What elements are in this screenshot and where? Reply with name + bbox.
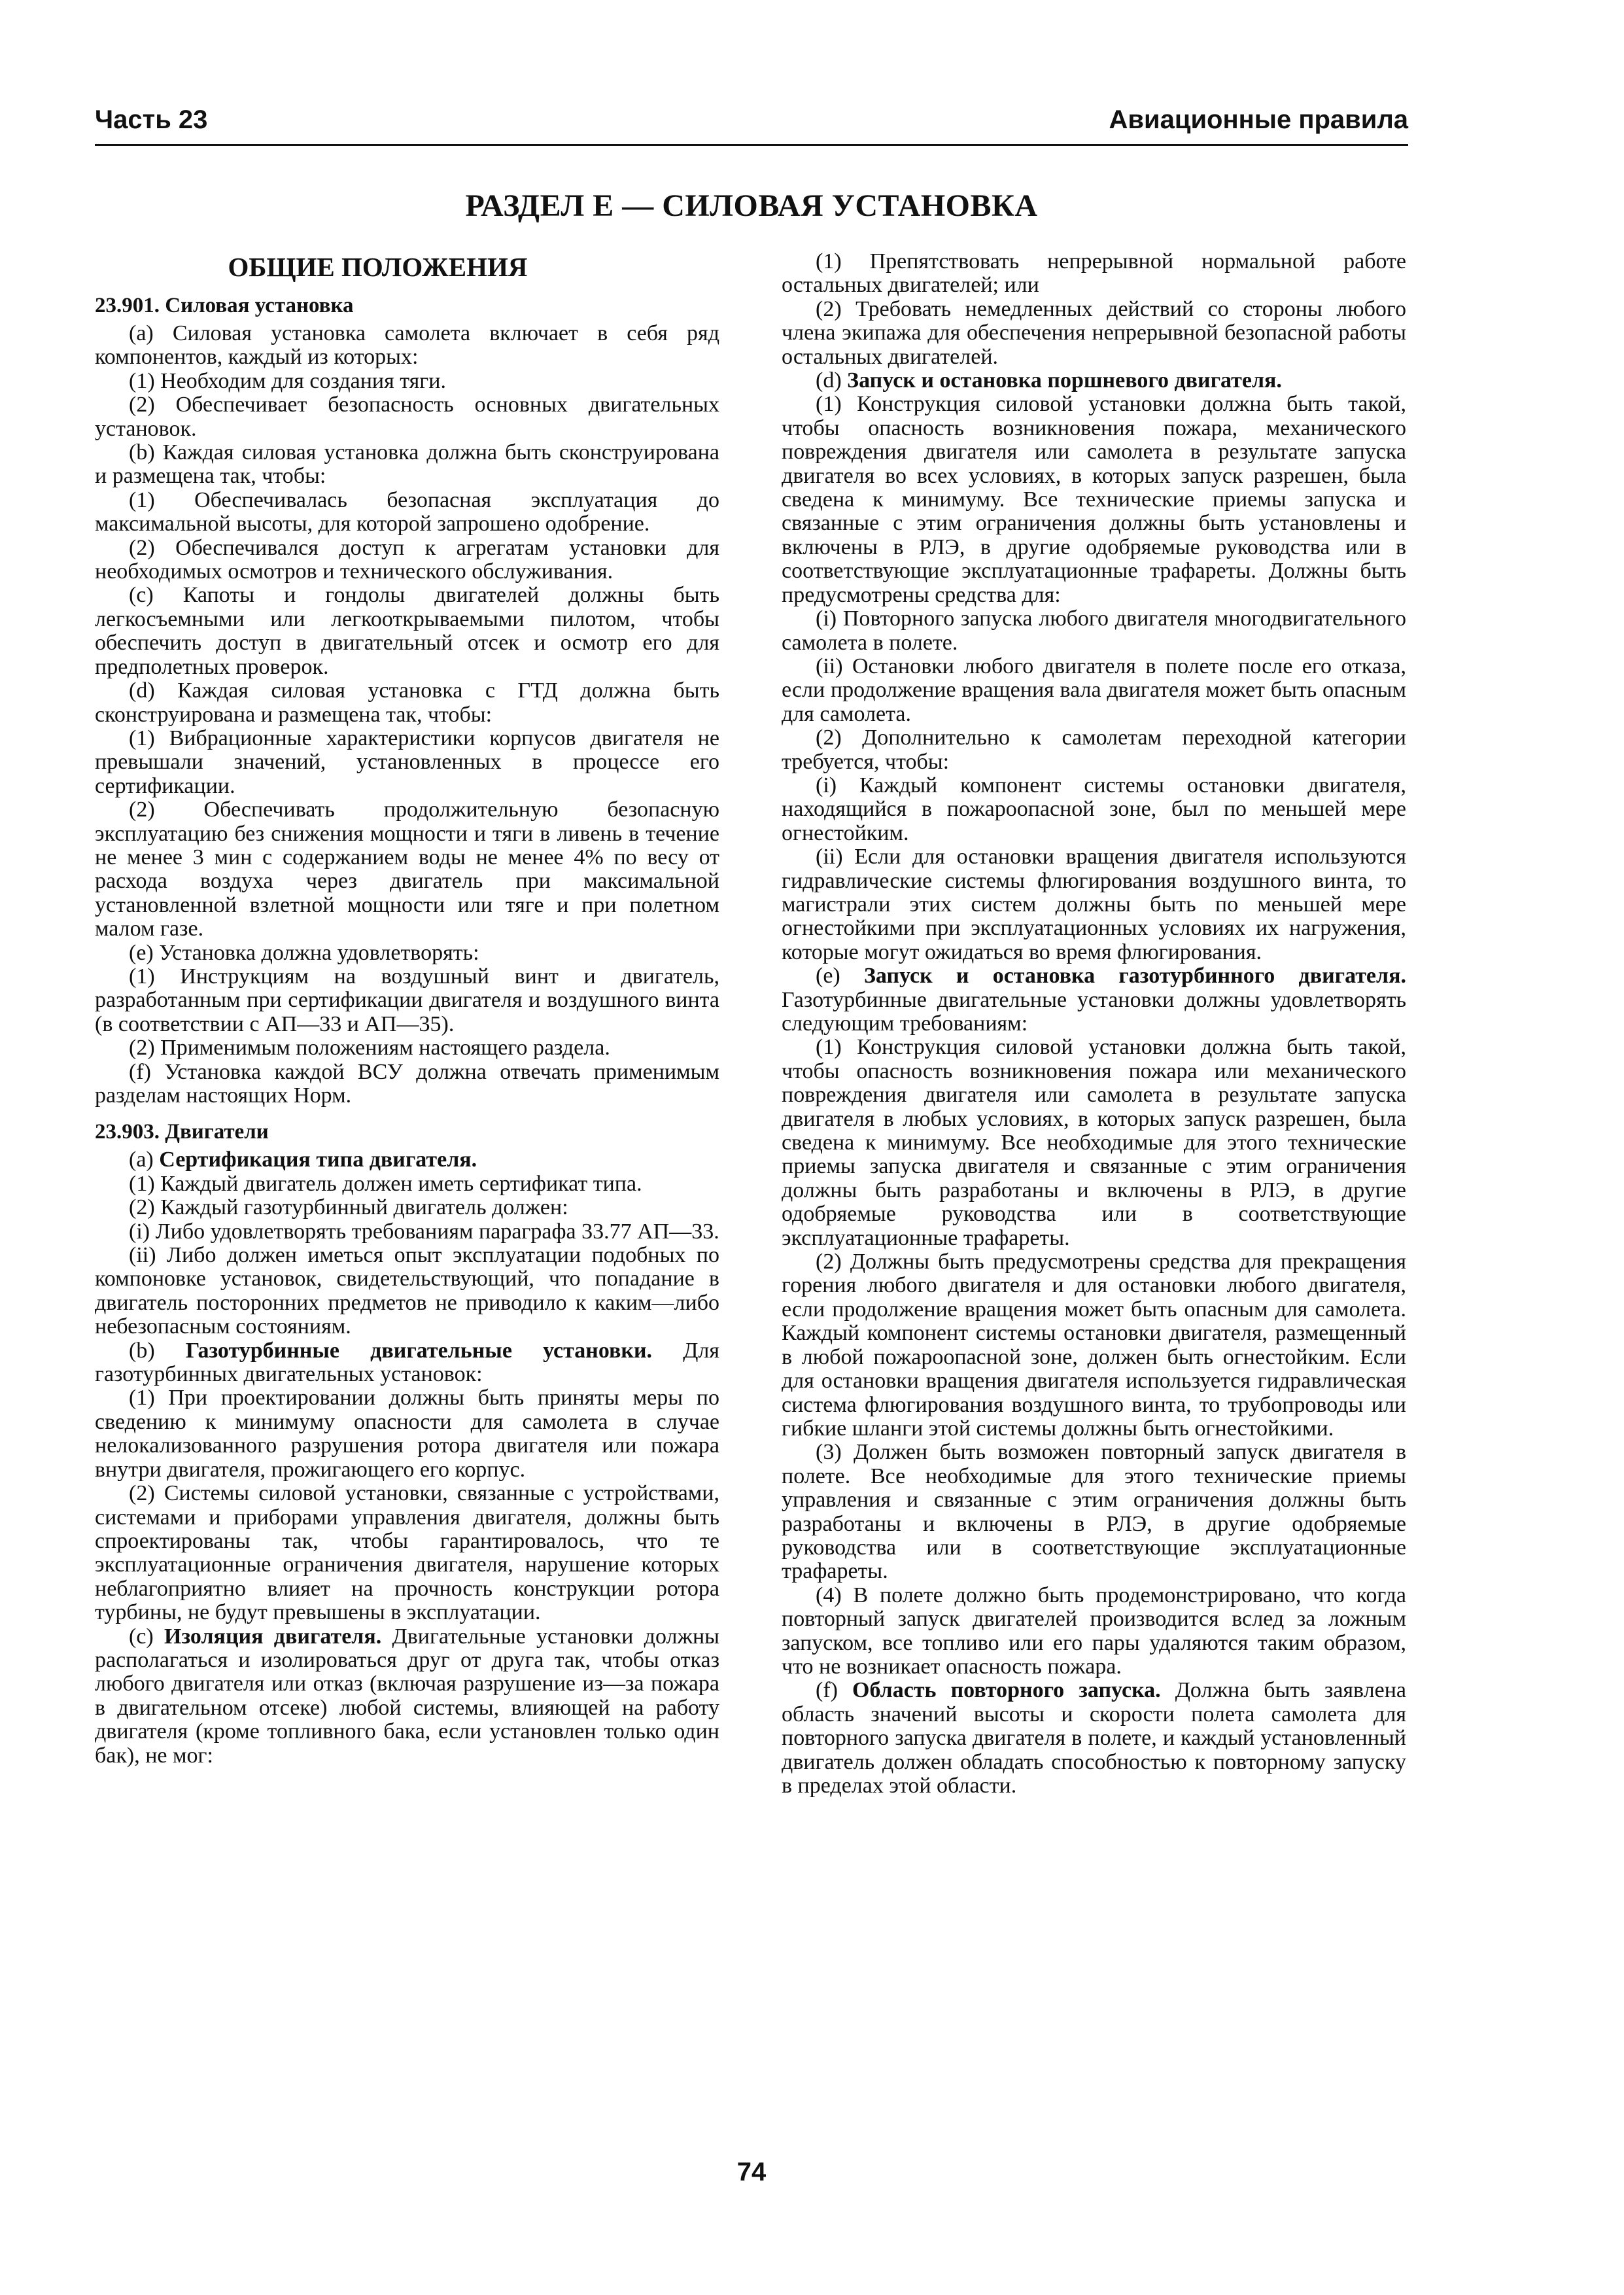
paragraph: (2) Каждый газотурбинный двигатель должен: <box>129 1195 568 1220</box>
item-label: (d) <box>816 368 848 393</box>
paragraph: (2) Системы силовой установки, связанные с устройствами, системами и приборами управления двигателя, должны быть спроектированы так, чтобы гарантировалось, что те эксплуатационные ограничения двигателя, нарушение которых неблагоприятно влияет на прочность конструкции ротора турбины, не будут превышены в эксплуатации. <box>95 1481 719 1625</box>
paragraph: (1) Необходим для создания тяги. <box>129 368 446 393</box>
paragraph: (а) Силовая установка самолета включает в себя ряд компонентов, каждый из которых: <box>95 321 719 370</box>
paragraph: (1) Конструкция силовой установки должна быть такой, чтобы опасность возникновения пожара или механического повреждения двигателя или самолета в результате запуска двигателя в любых условиях, в которых запуск разрешен, была сведена к минимуму. Все необходимые для этого технические приемы запуска двигателя и связанные с этим ограничения должны быть разработаны и включены в РЛЭ, в другие одобряемые руководства или в соответствующие эксплуатационные трафареты. <box>782 1035 1406 1250</box>
item-label: (f) <box>816 1678 853 1703</box>
paragraph: (2) Обеспечивать продолжительную безопасную эксплуатацию без снижения мощности и тяги в ливень в течение не менее 3 мин с содержанием воды не менее 4% по весу от расхода воздуха через двигатель при максимальной установленной взлетной мощности или тяге и при полетном малом газе. <box>95 797 719 941</box>
paragraph: (i) Либо удовлетворять требованиям параграфа 33.77 АП—33. <box>129 1219 719 1244</box>
paragraph: (f) Установка каждой ВСУ должна отвечать применимым разделам настоящих Норм. <box>95 1059 719 1108</box>
item-label: (е) <box>816 964 864 989</box>
paragraph <box>782 369 1406 393</box>
header-divider <box>95 144 1408 146</box>
paragraph: (2) Должны быть предусмотрены средства для прекращения горения любого двигателя и для остановки любого двигателя, если продолжение вращения может быть опасным для самолета. Каждый компонент системы остановки двигателя, размещенный в любой пожароопасной зоне, должен быть огнестойким. Если для остановки вращения двигателя используется гидравлическая система флюгирования воздушного винта, то трубопроводы или гибкие шланги этой системы должны быть огнестойкими. <box>782 1250 1406 1441</box>
paragraph: (1) Обеспечивалась безопасная эксплуатация до максимальной высоты, для которой запрошено одобрение. <box>95 487 719 536</box>
paragraph <box>782 1679 1406 1798</box>
item-label: (b) <box>129 1338 186 1363</box>
paragraph: (1) Препятствовать непрерывной нормальной работе остальных двигателей; или <box>782 250 1406 298</box>
paragraph: (1) Каждый двигатель должен иметь сертификат типа. <box>129 1171 642 1196</box>
paragraph <box>782 964 1406 1036</box>
paragraph: (2) Дополнительно к самолетам переходной категории требуется, чтобы: <box>782 726 1406 774</box>
paragraph: (4) В полете должно быть продемонстрировано, что когда повторный запуск двигателей производится вслед за ложным запуском, все топливо или его пары удаляются таким образом, что не возникает опасность пожара. <box>782 1583 1406 1679</box>
paragraph: (1) Вибрационные характеристики корпусов двигателя не превышали значений, установленных в процессе его сертификации. <box>95 726 719 798</box>
paragraph: (i) Повторного запуска любого двигателя многодвигательного самолета в полете. <box>782 606 1406 655</box>
item-heading: Область повторного запуска. <box>852 1678 1161 1703</box>
subsection-title: ОБЩИЕ ПОЛОЖЕНИЯ <box>228 252 528 282</box>
paragraph: (2) Применимым положениям настоящего раздела. <box>129 1036 610 1060</box>
item-heading: Запуск и остановка поршневого двигателя. <box>847 368 1282 393</box>
paragraph: (i) Каждый компонент системы остановки двигателя, находящийся в пожароопасной зоне, был по меньшей мере огнестойким. <box>782 773 1406 845</box>
left-column <box>95 250 719 2209</box>
paragraph: (1) При проектировании должны быть приняты меры по сведению к минимуму опасности для самолета в случае нелокализованного разрушения ротора двигателя или пожара внутри двигателя, прожигающего его корпус. <box>95 1386 719 1482</box>
paragraph: (d) Каждая силовая установка с ГТД должна быть сконструирована и размещена так, чтобы: <box>95 678 719 727</box>
paragraph <box>95 1339 719 1387</box>
paragraph: (2) Обеспечивался доступ к агрегатам установки для необходимых осмотров и технического обслуживания. <box>95 535 719 584</box>
section-title: РАЗДЕЛ Е — СИЛОВАЯ УСТАНОВКА <box>465 188 1038 223</box>
paragraph: (2) Обеспечивает безопасность основных двигательных установок. <box>95 393 719 441</box>
item-text: Двигательные установки должны располагаться и изолироваться друг от друга так, чтобы отказ любого двигателя или отказ (включая разрушение из—за пожара в двигательном отсеке) любой системы, влияющей на работу двигателя (кроме топливного бака, если установлен только один бак), не мог: <box>95 1624 719 1768</box>
paragraph <box>95 1148 719 1172</box>
paragraph: (1) Инструкциям на воздушный винт и двигатель, разработанным при сертификации двигателя и воздушного винта (в соответствии с АП—33 и АП—35). <box>95 964 719 1036</box>
item-heading: Газотурбинные двигательные установки. <box>185 1338 653 1363</box>
item-label: (а) <box>129 1148 160 1172</box>
item-label: (с) <box>129 1624 165 1649</box>
paragraph: (b) Каждая силовая установка должна быть сконструирована и размещена так, чтобы: <box>95 440 719 489</box>
paragraph: (3) Должен быть возможен повторный запуск двигателя в полете. Все необходимые для этого технические приемы управления и связанные с этим ограничения должны быть разработаны и включены в РЛЭ, в другие одобряемые руководства или в соответствующие эксплуатационные трафареты. <box>782 1440 1406 1584</box>
item-heading: Запуск и остановка газотурбинного двигателя. <box>863 964 1406 989</box>
right-column <box>782 250 1406 2209</box>
item-text: Газотурбинные двигательные установки должны удовлетворять следующим требованиям: <box>782 987 1406 1036</box>
paragraph: (ii) Остановки любого двигателя в полете после его отказа, если продолжение вращения вала двигателя может быть опасным для самолета. <box>782 654 1406 726</box>
paragraph: (е) Установка должна удовлетворять: <box>129 940 479 965</box>
paragraph: (1) Конструкция силовой установки должна быть такой, чтобы опасность возникновения пожара, механического повреждения двигателя или самолета в результате запуска двигателя во всех условиях, в которых запуск разрешен, была сведена к минимуму. Все технические приемы запуска и связанные с этим ограничения должны быть установлены и включены в РЛЭ, в другие одобряемые руководства или в соответствующие эксплуатационные трафареты. Должны быть предусмотрены средства для: <box>782 392 1406 607</box>
paragraph: (ii) Если для остановки вращения двигателя используются гидравлические системы флюгирования воздушного винта, то магистрали этих систем должны быть по меньшей мере огнестойкими при эксплуатационных условиях их нагружения, которые могут ожидаться во время флюгирования. <box>782 845 1406 964</box>
paragraph: (2) Требовать немедленных действий со стороны любого члена экипажа для обеспечения непрерывной безопасной работы остальных двигателей. <box>782 296 1406 369</box>
article-heading-23-901: 23.901. Силовая установка <box>95 294 354 317</box>
item-heading: Изоляция двигателя. <box>164 1624 382 1649</box>
page-number: 74 <box>736 2158 767 2186</box>
running-header-title: Авиационные правила <box>1109 105 1408 134</box>
item-text: Для газотурбинных двигательных установок: <box>95 1338 719 1387</box>
item-text: Должна быть заявлена область значений высоты и скорости полета самолета для повторного запуска двигателя в полете, и каждый установленный двигатель должен обладать способностью к повторному запуску в пределах этой области. <box>782 1678 1406 1798</box>
paragraph: (ii) Либо должен иметься опыт эксплуатации подобных по компоновке установок, свидетельствующий, что попадание в двигатель посторонних предметов не приводило к каким—либо небезопасным состояниям. <box>95 1243 719 1339</box>
paragraph <box>95 1625 719 1768</box>
article-heading-23-903: 23.903. Двигатели <box>95 1120 269 1144</box>
paragraph: (с) Капоты и гондолы двигателей должны быть легкосъемными или легкооткрываемыми пилотом, чтобы обеспечить доступ в двигательный отсек и осмотр его для предполетных проверок. <box>95 583 719 679</box>
item-heading: Сертификация типа двигателя. <box>159 1148 477 1172</box>
running-header-part: Часть 23 <box>95 105 208 134</box>
